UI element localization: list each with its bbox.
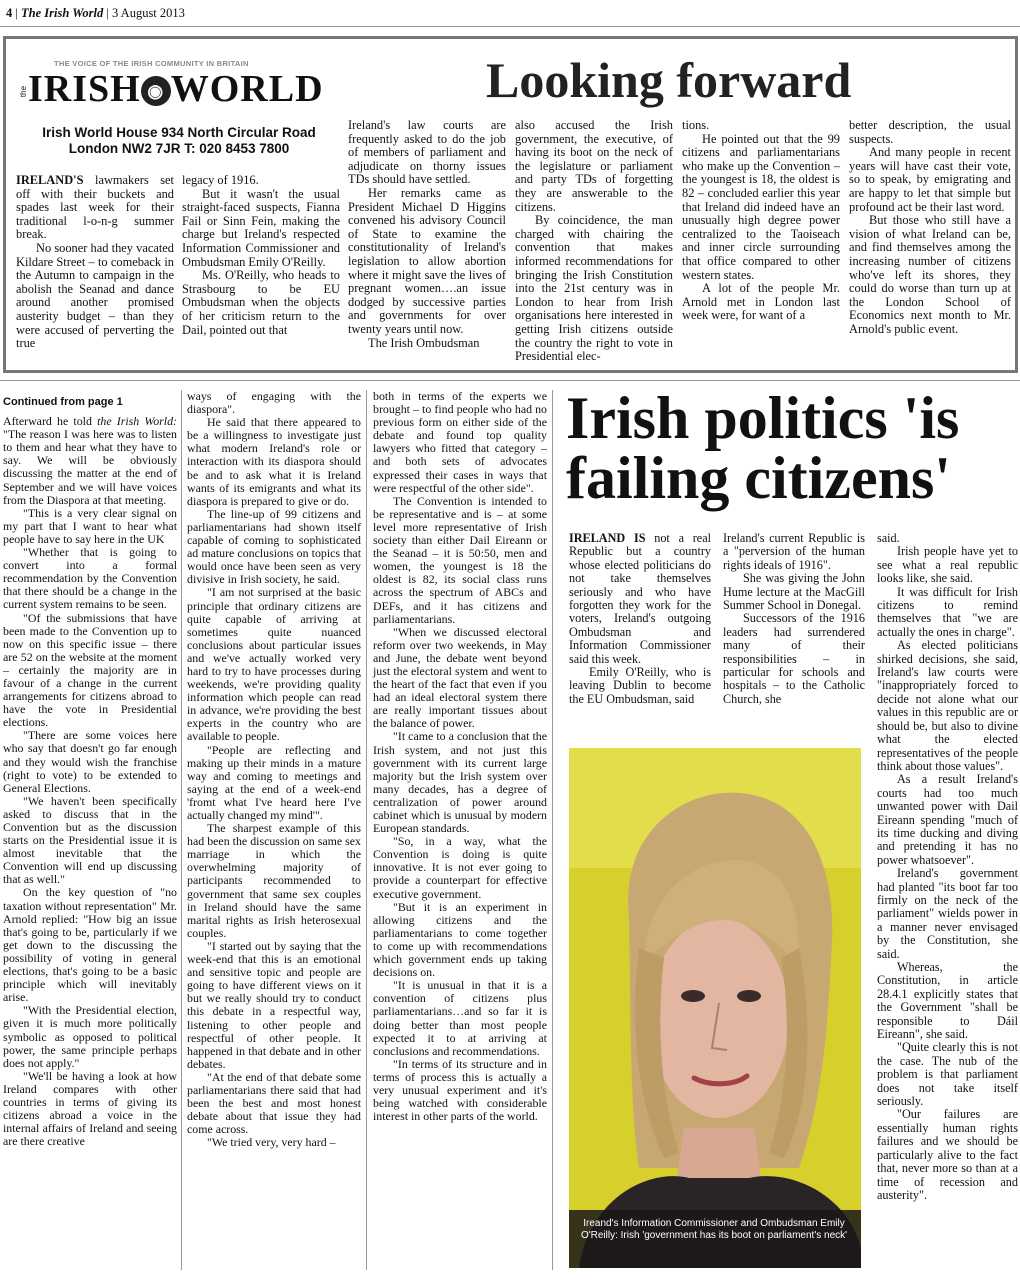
editorial-lead: IRELAND'S <box>16 173 84 187</box>
article-paragraph: As elected politicians shirked decisions, she said, Ireland's law courts were "inappropriately forced to decide not alone what our values in this republic are or should be, but also to divine what the elected representatives of the people think about those values". <box>877 638 1018 773</box>
section-rule <box>0 380 1020 381</box>
column-rule <box>366 390 367 1270</box>
article-paragraph: As a result Ireland's courts had too much unwanted power with Dail Eireann spending "much of its time ducking and diving and pretending it has no power whatsoever". <box>877 772 1018 867</box>
logo-tagline: THE VOICE OF THE IRISH COMMUNITY IN BRITAIN <box>54 59 249 68</box>
article-paragraph: "It is unusual in that it is a convention of citizens plus parliamentarians…and so far it is doing better than most people expected it to at arriving at conclusions and recommendations. <box>373 978 547 1058</box>
article-left-column-2 <box>187 390 361 1149</box>
editorial-box <box>3 36 1018 373</box>
article-left-column-3 <box>373 390 547 1123</box>
editorial-paragraph: A lot of the people Mr. Arnold met in London last week were, for want of a <box>682 281 840 323</box>
article-paragraph: "At the end of that debate some parliamentarians there said that had been the best and most honest debate about that issue they had come across. <box>187 1069 361 1137</box>
editorial-paragraph: also accused the Irish government, the executive, of having its boot on the neck of the legislature or parliament and party TDs of forgetting they are answerable to the citizens. <box>515 118 673 214</box>
article-text: "The reason I was here was to listen to them and hear what they have to say. We will be obviously discussing the matter at the end of September and we will have voices from the Diaspora at that meeting. <box>3 427 177 507</box>
article-text: Afterward he told <box>3 414 98 429</box>
editorial-column-6 <box>849 119 1011 337</box>
article-paragraph: "Quite clearly this is not the case. The nub of the problem is that parliament does not take itself seriously. <box>877 1040 1018 1109</box>
article-paragraph: "I started out by saying that the week-end that this is an emotional and sensitive topic and people are going to have different views on it but we really should try to conduct this debate in a respectful way, listening to other people and respectful of other people. It happened in that debate and in other debates. <box>187 938 361 1071</box>
editorial-paragraph: lawmakers set off with their buckets and spades last week for their traditional l-o-n-g summer break. <box>16 173 174 242</box>
article-paragraph: "Our failures are essentially human rights failures and we should be particularly alive to the fact that, never more so than at a time of recession and austerity". <box>877 1107 1018 1202</box>
article-paragraph: She was giving the John Hume lecture at the MacGill Summer School in Donegal. <box>723 571 865 613</box>
article-lead: IRELAND IS <box>569 531 646 545</box>
editorial-address <box>34 125 324 157</box>
article-paragraph: "There are some voices here who say that doesn't go far enough and they would wish the franchise (right to vote) to be extended to General Elections. <box>3 728 177 795</box>
article-paragraph: "This is a very clear signal on my part that I want to hear what people have to say here in the UK <box>3 505 177 546</box>
editorial-paragraph: Ms. O'Reilly, who heads to Strasbourg to be EU Ombudsman when the objects of her criticism return to the Dail, pointed out that <box>182 268 340 337</box>
article-right-column-1 <box>569 532 711 706</box>
article-left-column-1 <box>3 396 177 1148</box>
article-paragraph: "Of the submissions that have been made to the Convention up to now on this specific issue – there are 52 on the website at the moment – certainly the majority are in favour of a change in the current arrangements for citizens abroad to have the vote in Presidential elections. <box>3 610 177 730</box>
article-paragraph: The sharpest example of this had been the discussion on same sex marriage in which the overwhelming majority of participants recommended to government that same sex couples in Ireland should have the same marital rights as Irish heterosexual couples. <box>187 821 361 940</box>
continued-label: Continued from page 1 <box>3 396 123 408</box>
article-paragraph: "When we discussed electoral reform over two weekends, in May and June, the debate went beyond just the electoral system and went to the heart of the fact that even if you had an ideal electoral system there are really important tissues about the balance of power. <box>373 624 547 731</box>
article-paragraph: "With the Presidential election, given it is much more politically symbolic as opposed to political power, the same principle perhaps does not apply." <box>3 1003 177 1070</box>
page-folio: 4 | The Irish World | 3 August 2013 <box>6 6 185 20</box>
article-paragraph: both in terms of the experts we brought – to find people who had no previous form on either side of the debate and found top quality lawyers who fitted that category – and both sets of advocates expressed their cases in ways that were respectful of the other side". <box>373 389 547 495</box>
editorial-paragraph: Her remarks came as President Michael D Higgins convened his advisory Council of State to examine the constitutionality of Ireland's legislation to allow abortion where it might save the lives of pregnant women….an issue dodged by successive parties and governments for over twenty years until now. <box>348 185 506 336</box>
irish-world-logo <box>16 55 346 125</box>
editorial-column-3 <box>348 119 506 350</box>
article-paragraph: "Whether that is going to convert into a formal recommendation by the Convention that there should be a change in the current system remains to be seen. <box>3 545 177 612</box>
editorial-column-2 <box>182 174 340 337</box>
article-paragraph: "It came to a conclusion that the Irish system, and not just this government with its current large majority but the Irish system over many decades, has a degree of centralization of power around cabinet which is unusual by modern European standards. <box>373 729 547 836</box>
editorial-column-4 <box>515 119 673 364</box>
editorial-paragraph: Ireland's law courts are frequently asked to do the job of members of parliament and adjudicate on thorny issues TDs should have settled. <box>348 118 506 187</box>
article-paragraph: said. <box>877 531 900 545</box>
editorial-paragraph: legacy of 1916. <box>182 173 259 187</box>
article-headline: Irish politics 'is failing citizens' <box>566 385 960 511</box>
portrait-illustration <box>569 748 861 1268</box>
article-text: the Irish World: <box>97 414 177 429</box>
article-paragraph: "But it is an experiment in allowing citizens and the parliamentarians to come together to come up with recommendations which government ends up taking decisions on. <box>373 899 547 980</box>
column-rule <box>181 390 182 1270</box>
editorial-paragraph: tions. <box>682 118 710 132</box>
article-paragraph: Emily O'Reilly, who is leaving Dublin to become the EU Ombudsman, said <box>569 665 711 706</box>
editorial-paragraph: He pointed out that the 99 citizens and parliamentarians who make up the Convention – the youngest is 18, the oldest is 82 – concluded earlier this year that Ireland did indeed have an unusually high degree power centralized to the Taoiseach and inner circle surrounding that office compared to other western states. <box>682 131 840 282</box>
globe-icon: ◉ <box>141 76 171 106</box>
page-number: 4 <box>6 6 13 20</box>
address-line-1: Irish World House 934 North Circular Road <box>42 125 316 140</box>
editorial-column-5 <box>682 119 840 323</box>
article-paragraph: Ireland's current Republic is a "perversion of the human rights ideals of 1916". <box>723 531 865 572</box>
article-paragraph: On the key question of "no taxation without representation" Mr. Arnold replied: "How big an issue that's going to be, particularly if we get down to the discussing the possibility of voting in general elections, that's going to be a basic principle which will inevitably arise. <box>3 885 177 1005</box>
top-rule <box>0 26 1020 27</box>
article-paragraph: "So, in a way, what the Convention is doing is quite innovative. It is not ever going to provide a counterpart for effective executive government. <box>373 834 547 901</box>
editorial-paragraph: But those who still have a vision of what Ireland can be, and find themselves among the increasing number of citizens who've left its shores, they could do worse than turn up at the London School of Economics next month to Mr. Arnold's public event. <box>849 213 1011 336</box>
article-paragraph: The line-up of 99 citizens and parliamentarians had shown itself capable of coming to sophisticated ad mature conclusions on topics that would once have been seen as very divisive in Irish society, he said. <box>187 506 361 587</box>
article-paragraph: It was difficult for Irish citizens to remind themselves that "we are actually the ones in charge". <box>877 584 1018 639</box>
editorial-paragraph: By coincidence, the man charged with chairing the convention that makes informed recommendations for bringing the Irish Constitution into the 21st century was in London to hear from Irish organisations here interested in getting Irish citizens outside the country the right to vote in Presidential elec- <box>515 213 673 364</box>
photo-caption: Ireand's Information Commissioner and Ombudsman Emily O'Reilly: Irish 'government has its boot on parliament's neck' <box>580 1218 848 1241</box>
article-paragraph: Ireland's government had planted "its boot far too firmly on the neck of the parliament" wields power in a manner never envisaged by the Constitution, she said. <box>877 866 1018 961</box>
article-paragraph: Irish people have yet to see what a real republic looks like, she said. <box>877 544 1018 586</box>
article-right-column-2 <box>723 532 865 706</box>
article-paragraph: Whereas, the Constitution, in article 28.4.1 explicitly states that the Government "shall be responsible to Dáil Eireann", she said. <box>877 960 1018 1042</box>
logo-the: the <box>19 85 29 98</box>
portrait-photo <box>569 748 861 1268</box>
logo-wordmark <box>28 67 324 111</box>
editorial-paragraph: But it wasn't the usual straight-faced suspects, Fianna Fail or Sinn Fein, making the charge but Ireland's respected Information Commissioner and Ombudsman Emily O'Reilly. <box>182 186 340 269</box>
article-paragraph: "We'll be having a look at how Ireland compares with other countries in terms of giving its citizens abroad a voice in the internal affairs of Ireland and seeing are there creative <box>3 1068 177 1149</box>
issue-date: 3 August 2013 <box>111 6 185 20</box>
editorial-paragraph: The Irish Ombudsman <box>368 335 480 350</box>
publication-name: The Irish World <box>21 6 104 20</box>
editorial-headline: Looking forward <box>486 52 852 108</box>
article-paragraph: The Convention is intended to be representative and is – at some level more representative of Irish society than either Dail Eireann or the Seanad – it is 50:50, men and women, the youngest is 18 the oldest is 82, its social class runs across the spectrum of ABCs and DEFs, and it has citizens and parliamentarians. <box>373 493 547 626</box>
address-line-2: London NW2 7JR T: 020 8453 7800 <box>68 141 290 156</box>
editorial-paragraph: No sooner had they vacated Kildare Street – to comeback in the Autumn to campaign in the abolish the Seanad and dance around another promised austerity budget – than they were accused of perverting the true <box>16 240 174 351</box>
column-rule <box>552 390 553 1270</box>
article-paragraph: ways of engaging with the diaspora". <box>187 389 361 417</box>
article-paragraph: "We tried very, very hard – <box>207 1135 336 1150</box>
editorial-column-1 <box>16 174 174 351</box>
logo-world: WORLD <box>170 68 324 110</box>
article-paragraph: "We haven't been specifically asked to discuss that in the Convention but as the discussion starts on the Presidential issue it is almost inevitable that the Convention will end up discussing that as well." <box>3 793 177 887</box>
article-text: not a real Republic but a country whose elected politicians do not take themselves seriously and who have forgotten they work for the voters, Ireland's outgoing Ombudsman and Information Commissioner said this week. <box>569 531 711 666</box>
article-right-column-3 <box>877 532 1018 1202</box>
article-paragraph: Successors of the 1916 leaders had surrendered many of their responsibilities – in particular for schools and hospitals – to the Catholic Church, she <box>723 611 865 706</box>
article-paragraph: "People are reflecting and making up their minds in a mature way and coming to meetings and saying at the end of a week-end 'fromt what I've heard here I've actually changed my mind'". <box>187 742 361 822</box>
editorial-paragraph: And many people in recent years will have cast their vote, so to speak, by emigrating and are happy to let that simple but profound act be their last word. <box>849 145 1011 214</box>
article-paragraph: "In terms of its structure and in terms of process this is actually a very unusual experiment and it's being watched with considerable interest in other parts of the world. <box>373 1056 547 1124</box>
article-paragraph: He said that there appeared to be a willingness to investigate just what modern Ireland's role or interaction with its diaspora should be and to ask what it is Ireland wants of its emigrants and what its diaspora is prepared to give or do. <box>187 415 361 508</box>
article-paragraph: "I am not surprised at the basic principle that ordinary citizens are quite capable of arriving at sometimes quite nuanced conclusions about particular issues and we've actually worked very hard to try to have processes during weekends, we're providing quality information which people can read in advance, we're providing the best experts in the country who are available to people. <box>187 585 361 744</box>
logo-irish: IRISH <box>28 68 141 110</box>
editorial-paragraph: better description, the usual suspects. <box>849 118 1011 146</box>
